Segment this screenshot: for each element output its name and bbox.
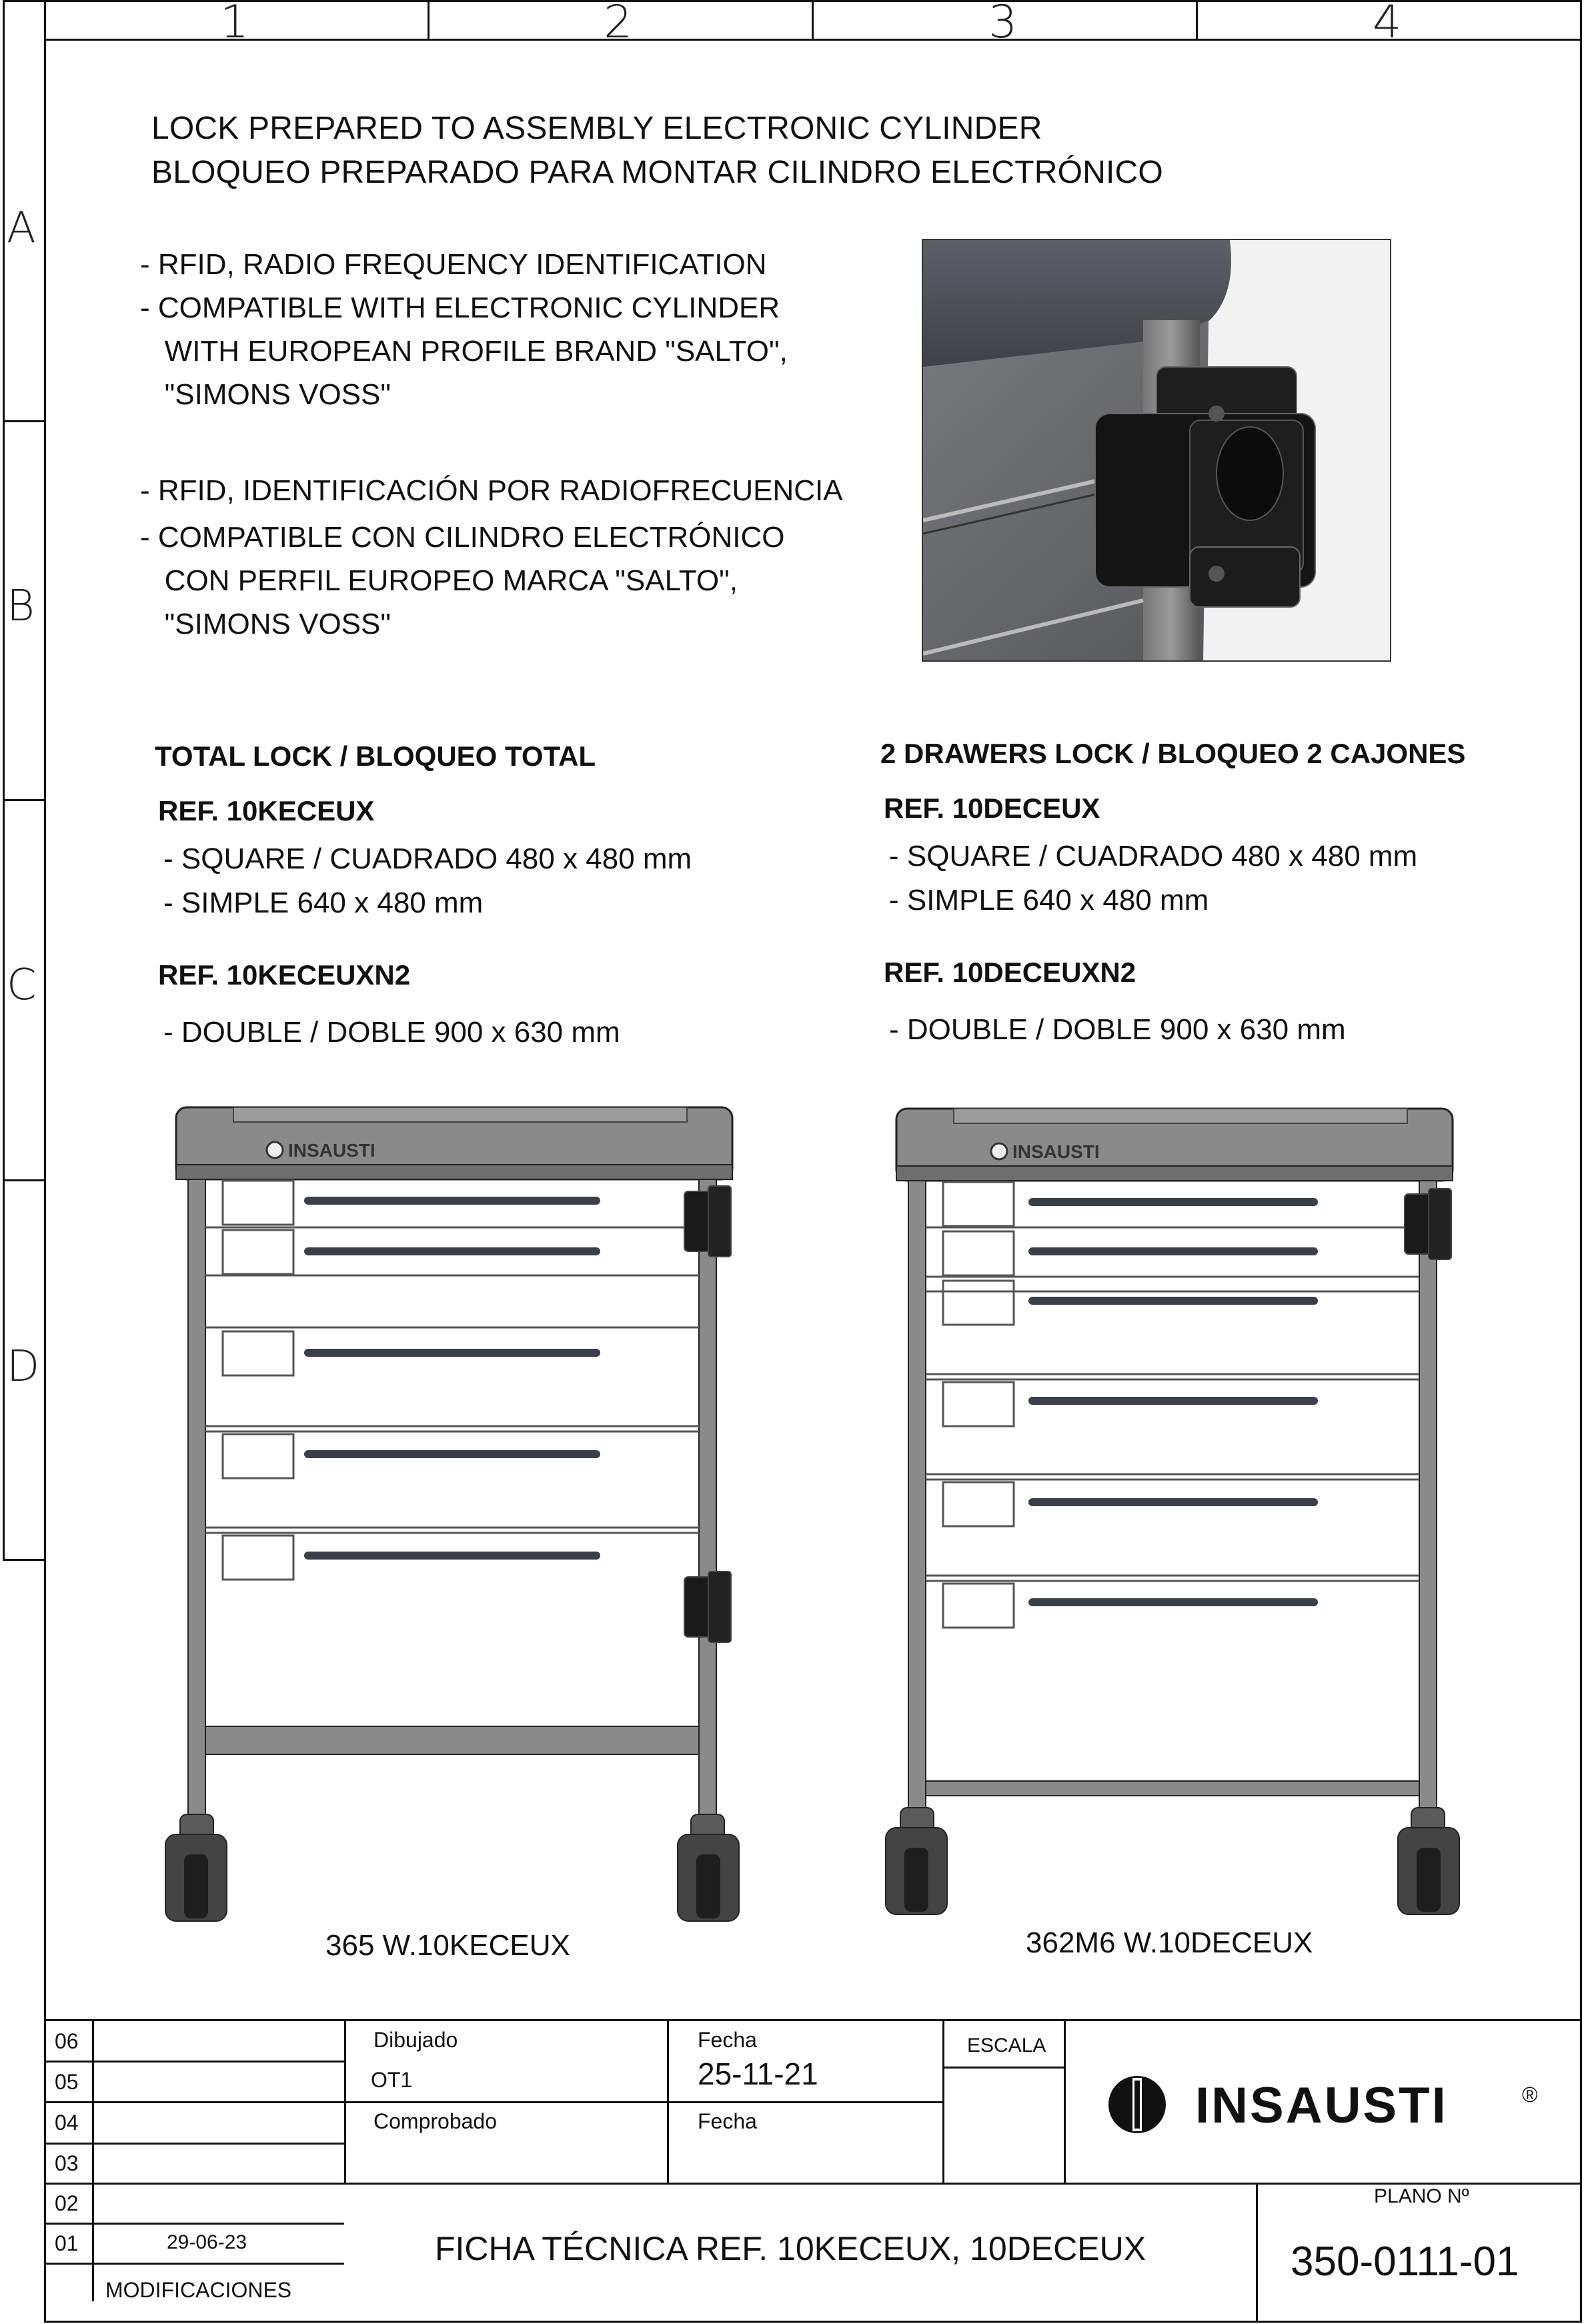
spec-line: - SQUARE / CUADRADO 480 x 480 mm	[889, 840, 1418, 873]
rev-06: 06	[55, 2029, 79, 2053]
rev-03: 03	[55, 2151, 79, 2175]
grid-column-2: 2	[604, 0, 633, 49]
features-en	[140, 243, 788, 416]
left-ref2: REF. 10KECEUXN2	[158, 959, 411, 991]
right-ref2: REF. 10DECEUXN2	[884, 957, 1136, 988]
column-header-line	[44, 39, 1582, 41]
cart-drawing-total-lock	[160, 1101, 760, 1934]
spec-line: - SIMPLE 640 x 480 mm	[163, 887, 484, 919]
left-section-title: TOTAL LOCK / BLOQUEO TOTAL	[155, 740, 596, 772]
left-ref2-specs	[163, 1011, 620, 1055]
col-divider	[428, 0, 430, 39]
right-ref1-specs	[889, 834, 1417, 923]
left-cart-caption: 365 W.10KECEUX	[325, 1929, 570, 1962]
dibujado-value: OT1	[371, 2068, 413, 2092]
tb-row	[44, 2263, 344, 2265]
spec-line: - DOUBLE / DOBLE 900 x 630 mm	[889, 1013, 1346, 1046]
dibujado-label: Dibujado	[373, 2028, 458, 2052]
col-divider	[1196, 0, 1198, 39]
cart-drawing-2-drawers-lock	[880, 1101, 1481, 1928]
feature-line: CON PERFIL EUROPEO MARCA "SALTO",	[140, 564, 738, 597]
feature-line: - COMPATIBLE CON CILINDRO ELECTRÓNICO	[140, 521, 785, 554]
row-divider	[3, 1179, 46, 1181]
grid-row-a: A	[7, 203, 36, 253]
titleblock-top	[44, 2019, 1582, 2021]
plano-number: 350-0111-01	[1291, 2239, 1519, 2285]
tb-row	[44, 2223, 344, 2225]
spec-line: - SIMPLE 640 x 480 mm	[889, 884, 1209, 917]
grid-row-c: C	[7, 961, 37, 1010]
modifications-label: MODIFICACIONES	[105, 2278, 292, 2302]
spec-line: - DOUBLE / DOBLE 900 x 630 mm	[163, 1016, 620, 1049]
feature-line: - RFID, RADIO FREQUENCY IDENTIFICATION	[140, 248, 767, 281]
tb-row	[44, 2101, 942, 2103]
tb-row	[44, 2061, 344, 2063]
title-en: LOCK PREPARED TO ASSEMBLY ELECTRONIC CYLINDER	[151, 111, 1042, 146]
features-es	[140, 466, 843, 646]
spec-line: - SQUARE / CUADRADO 480 x 480 mm	[163, 842, 692, 875]
rev-04: 04	[55, 2111, 79, 2135]
feature-line: "SIMONS VOSS"	[140, 608, 391, 640]
feature-line: - RFID, IDENTIFICACIÓN POR RADIOFRECUENCIA	[140, 474, 843, 507]
right-ref1: REF. 10DECEUX	[884, 792, 1100, 824]
grid-column-4: 4	[1373, 0, 1402, 49]
row-divider	[3, 799, 46, 801]
plano-label: PLANO Nº	[1374, 2185, 1469, 2207]
row-divider	[3, 420, 46, 422]
tb-div	[942, 2019, 944, 2183]
tb-row	[44, 2143, 344, 2145]
rev-01: 01	[55, 2231, 79, 2255]
tb-div	[1064, 2019, 1066, 2183]
feature-line: WITH EUROPEAN PROFILE BRAND "SALTO",	[140, 335, 788, 368]
right-section-title: 2 DRAWERS LOCK / BLOQUEO 2 CAJONES	[880, 738, 1466, 769]
logo-wordmark: INSAUSTI	[1195, 2077, 1448, 2134]
left-ref1-specs	[163, 837, 692, 925]
grid-column-3: 3	[988, 0, 1018, 49]
fecha2-label: Fecha	[698, 2109, 757, 2133]
grid-row-d: D	[7, 1342, 40, 1391]
lock-render-image	[922, 239, 1391, 662]
comprobado-label: Comprobado	[373, 2109, 497, 2133]
rev-01-date: 29-06-23	[167, 2231, 247, 2253]
fecha-value: 25-11-21	[698, 2057, 818, 2091]
right-cart-caption: 362M6 W.10DECEUX	[1026, 1926, 1313, 1959]
col-divider	[812, 0, 814, 39]
tb-row	[942, 2067, 1064, 2069]
grid-column-1: 1	[220, 0, 249, 49]
left-ref1: REF. 10KECEUX	[158, 795, 375, 826]
right-cart-logo: INSAUSTI	[1012, 1141, 1100, 1162]
rev-02: 02	[55, 2191, 79, 2215]
feature-line: "SIMONS VOSS"	[140, 378, 391, 411]
tb-div	[1256, 2183, 1258, 2323]
registered-mark: ®	[1522, 2083, 1538, 2107]
fecha-label: Fecha	[698, 2028, 757, 2052]
escala-label: ESCALA	[967, 2035, 1046, 2057]
left-cart-logo: INSAUSTI	[288, 1140, 375, 1161]
title-es: BLOQUEO PREPARADO PARA MONTAR CILINDRO ELECTRÓNICO	[151, 155, 1163, 190]
rev-05: 05	[55, 2070, 79, 2094]
right-ref2-specs	[889, 1008, 1346, 1052]
feature-line: - COMPATIBLE WITH ELECTRONIC CYLINDER	[140, 292, 780, 324]
tb-row	[44, 2183, 1582, 2185]
grid-row-b: B	[7, 582, 35, 631]
sheet-title: FICHA TÉCNICA REF. 10KECEUX, 10DECEUX	[435, 2230, 1146, 2267]
